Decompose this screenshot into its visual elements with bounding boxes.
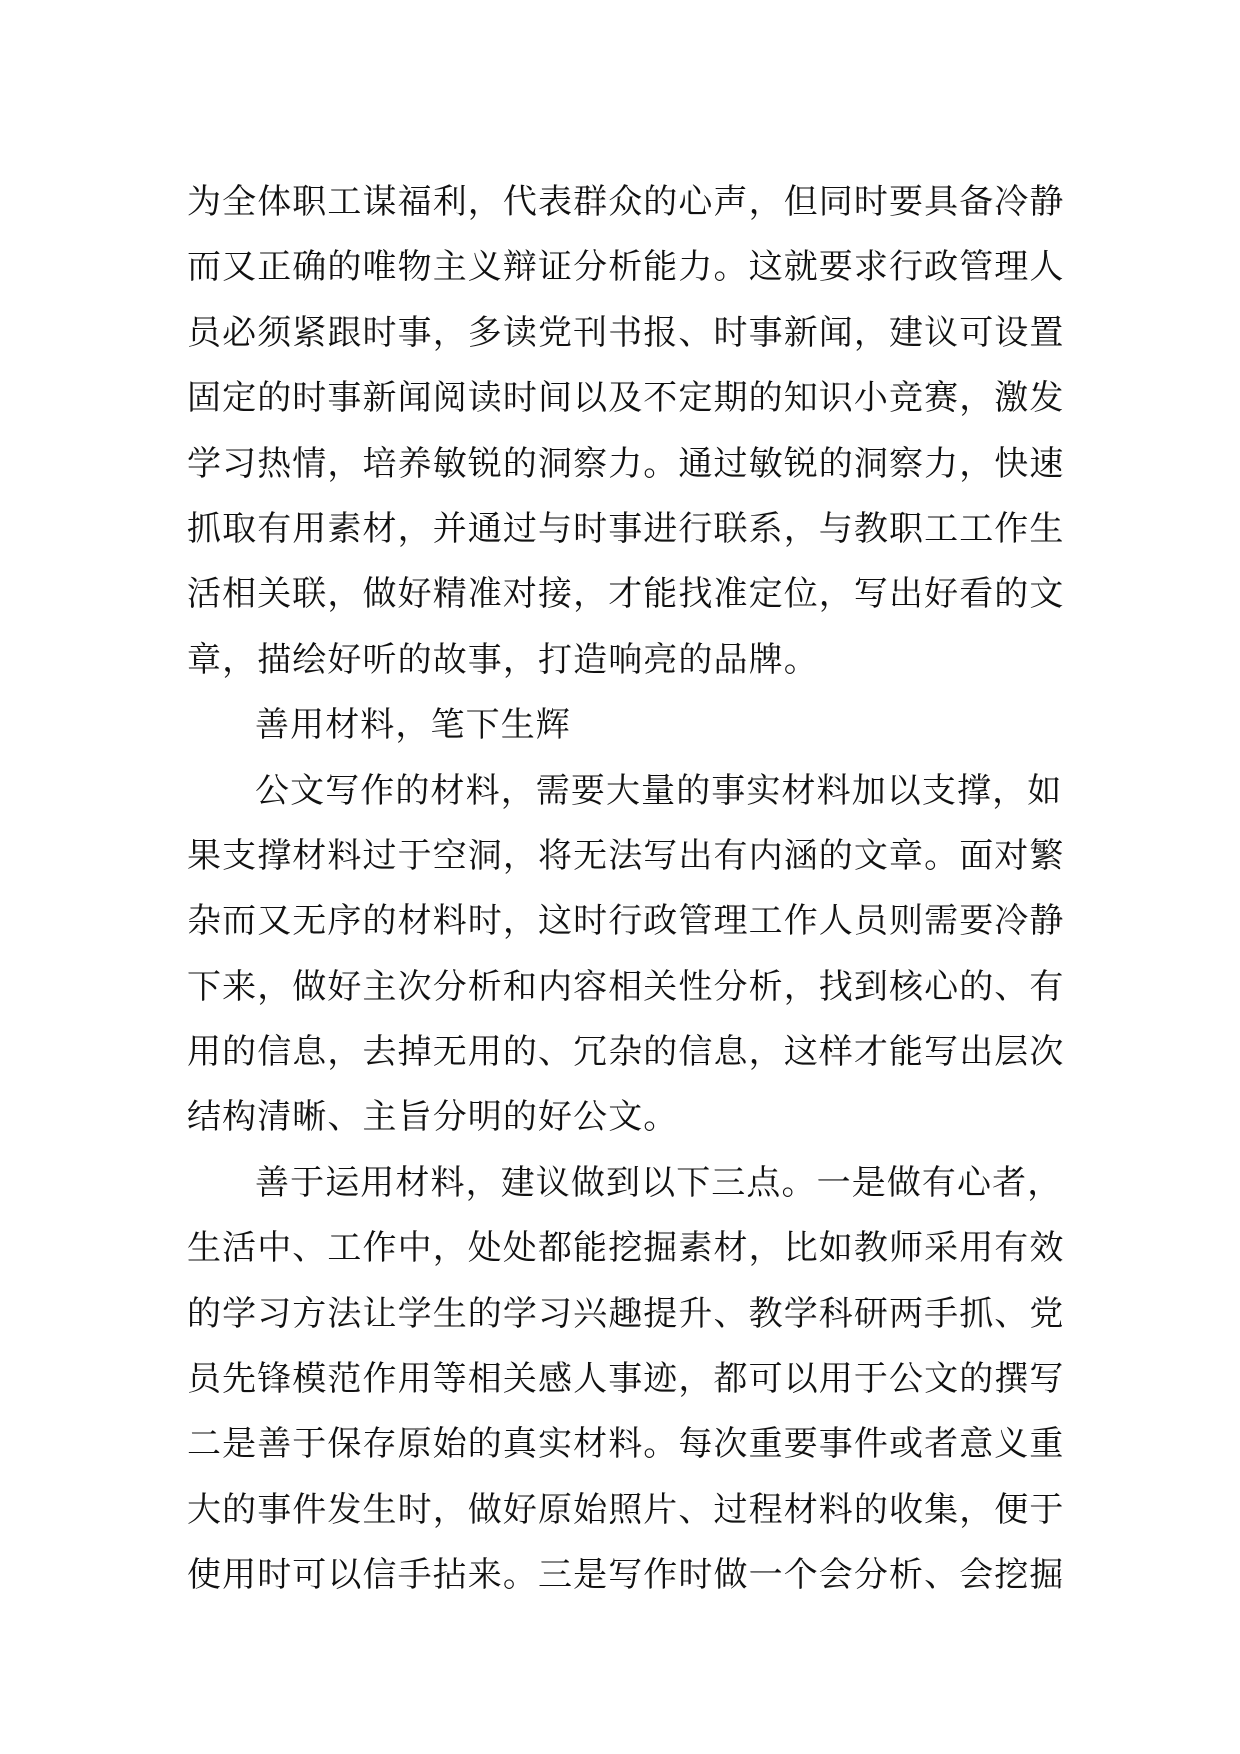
text-line: 员必须紧跟时事，多读党刊书报、时事新闻，建议可设置 [187,312,1065,353]
text-line: 结构清晰、主旨分明的好公文。 [187,1097,679,1138]
text-line: 为全体职工谋福利，代表群众的心声，但同时要具备冷静 [187,182,1065,222]
text-line: 而又正确的唯物主义辩证分析能力。这就要求行政管理人 [187,247,1065,288]
paragraph-start-line: 善于运用材料，建议做到以下三点。一是做有心者， [255,1162,1063,1203]
text-line: 用的信息，去掉无用的、冗杂的信息，这样才能写出层次 [187,1032,1065,1073]
document-body [187,170,1065,1609]
text-line: 使用时可以信手拈来。三是写作时做一个会分析、会挖掘 [187,1555,1065,1596]
text-line: 二是善于保存原始的真实材料。每次重要事件或者意义重 [187,1424,1065,1465]
text-line: 抓取有用素材，并通过与时事进行联系，与教职工工作生 [187,508,1065,549]
text-line: 生活中、工作中，处处都能挖掘素材，比如教师采用有效 [187,1228,1065,1269]
text-line: 员先锋模范作用等相关感人事迹，都可以用于公文的撰写 [187,1359,1065,1400]
text-line: 固定的时事新闻阅读时间以及不定期的知识小竞赛，激发 [187,378,1065,419]
text-line: 学习热情，培养敏锐的洞察力。通过敏锐的洞察力，快速 [187,443,1065,484]
text-line: 大的事件发生时，做好原始照片、过程材料的收集，便于 [187,1489,1065,1530]
paragraph-start-line: 善用材料，笔下生辉 [255,705,571,746]
text-line: 果支撑材料过于空洞，将无法写出有内涵的文章。面对繁 [187,835,1065,876]
paragraph-start-line: 公文写作的材料，需要大量的事实材料加以支撑，如 [255,770,1063,811]
text-line: 杂而又无序的材料时，这时行政管理工作人员则需要冷静 [187,901,1065,942]
text-line: 的学习方法让学生的学习兴趣提升、教学科研两手抓、党 [187,1293,1065,1334]
text-line: 下来，做好主次分析和内容相关性分析，找到核心的、有 [187,966,1065,1007]
text-line: 活相关联，做好精准对接，才能找准定位，写出好看的文 [187,574,1065,615]
text-line: 章，描绘好听的故事，打造响亮的品牌。 [187,639,819,680]
